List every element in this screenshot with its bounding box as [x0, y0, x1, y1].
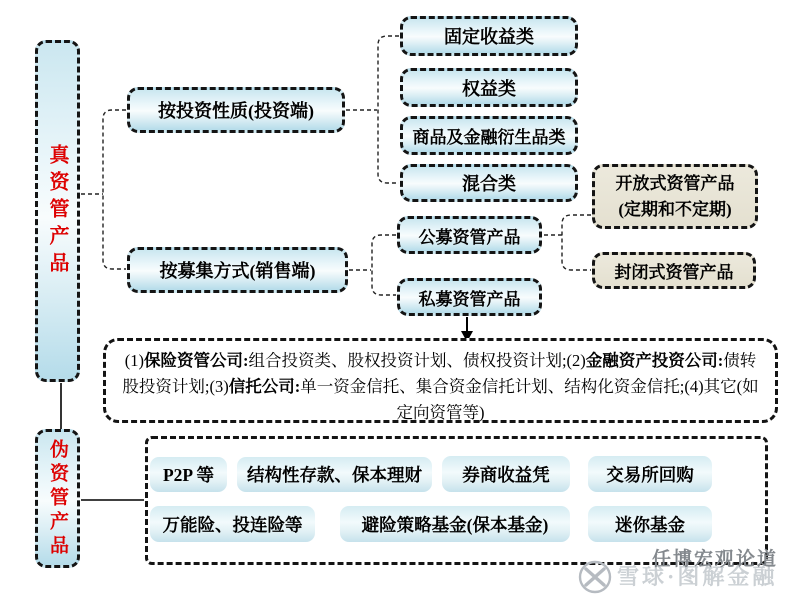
node-universal-insurance — [150, 506, 315, 542]
node-mini-funds — [588, 506, 712, 542]
private-product-detail-text: (1)保险资管公司:组合投资类、股权投资计划、债权投资计划;(2)金融资产投资公司:债转股投资计划;(3)信托公司:单一资金信托、集合资金信托计划、结构化资金信托;(4)其它(如定向资管等) — [122, 351, 759, 422]
node-structured-deposits — [237, 457, 432, 492]
connector-investment-bracket — [378, 36, 399, 183]
node-broker-income-certificates — [442, 456, 570, 492]
node-private-placement — [397, 278, 542, 316]
node-structured-deposits-label: 结构性存款、保本理财 — [247, 465, 422, 485]
node-pseudo-asset-products — [35, 429, 80, 568]
connector-root-bracket — [103, 110, 126, 269]
node-closed-ended-label: 封闭式资管产品 — [614, 263, 734, 282]
node-open-ended-label-line2: (定期和不定期) — [618, 199, 732, 219]
node-equity-label: 权益类 — [462, 78, 516, 99]
node-hedging-strategy-funds-label: 避险策略基金(保本基金) — [361, 514, 549, 535]
node-pseudo-asset-products-label: 伪资管产品 — [47, 438, 68, 559]
connector-fundraising-bracket — [372, 235, 396, 295]
node-universal-insurance-label: 万能险、投连险等 — [162, 514, 303, 535]
node-equity — [400, 68, 578, 107]
private-product-detail-box — [103, 338, 778, 423]
node-fixed-income-label: 固定收益类 — [444, 27, 534, 47]
node-p2p-label: P2P 等 — [162, 465, 215, 485]
node-public-offering-label: 公募资管产品 — [418, 227, 521, 247]
watermark-xueqiu: 雪球·图解金融 — [617, 564, 778, 589]
node-fixed-income — [400, 16, 578, 56]
node-mini-funds-label: 迷你基金 — [615, 514, 685, 535]
node-broker-income-certificates-label: 券商收益凭 — [462, 464, 550, 485]
node-true-asset-products — [35, 40, 80, 382]
node-commodity-derivatives — [400, 116, 578, 155]
node-exchange-repo — [588, 456, 712, 492]
node-p2p — [150, 457, 227, 492]
xueqiu-snowball-logo-icon — [575, 556, 615, 596]
node-by-fundraising-method — [127, 247, 348, 293]
node-open-ended — [592, 164, 758, 229]
connector-public-bracket — [562, 215, 591, 270]
node-public-offering — [397, 216, 542, 254]
node-closed-ended — [592, 252, 756, 289]
node-by-fundraising-method-label: 按募集方式(销售端) — [159, 261, 316, 281]
node-commodity-derivatives-label: 商品及金融衍生品类 — [412, 128, 566, 147]
node-open-ended-label-line1: 开放式资管产品 — [615, 173, 735, 193]
watermark-renbo: 任博宏观论道 — [652, 549, 779, 570]
node-by-investment-nature-label: 按投资性质(投资端) — [158, 101, 314, 121]
node-mixed-label: 混合类 — [462, 174, 516, 194]
node-private-placement-label: 私募资管产品 — [418, 289, 521, 309]
node-true-asset-products-label: 真资管产品 — [46, 143, 68, 279]
node-by-investment-nature — [127, 87, 345, 133]
node-mixed — [400, 164, 578, 202]
node-exchange-repo-label: 交易所回购 — [606, 464, 694, 485]
node-hedging-strategy-funds — [340, 506, 570, 542]
